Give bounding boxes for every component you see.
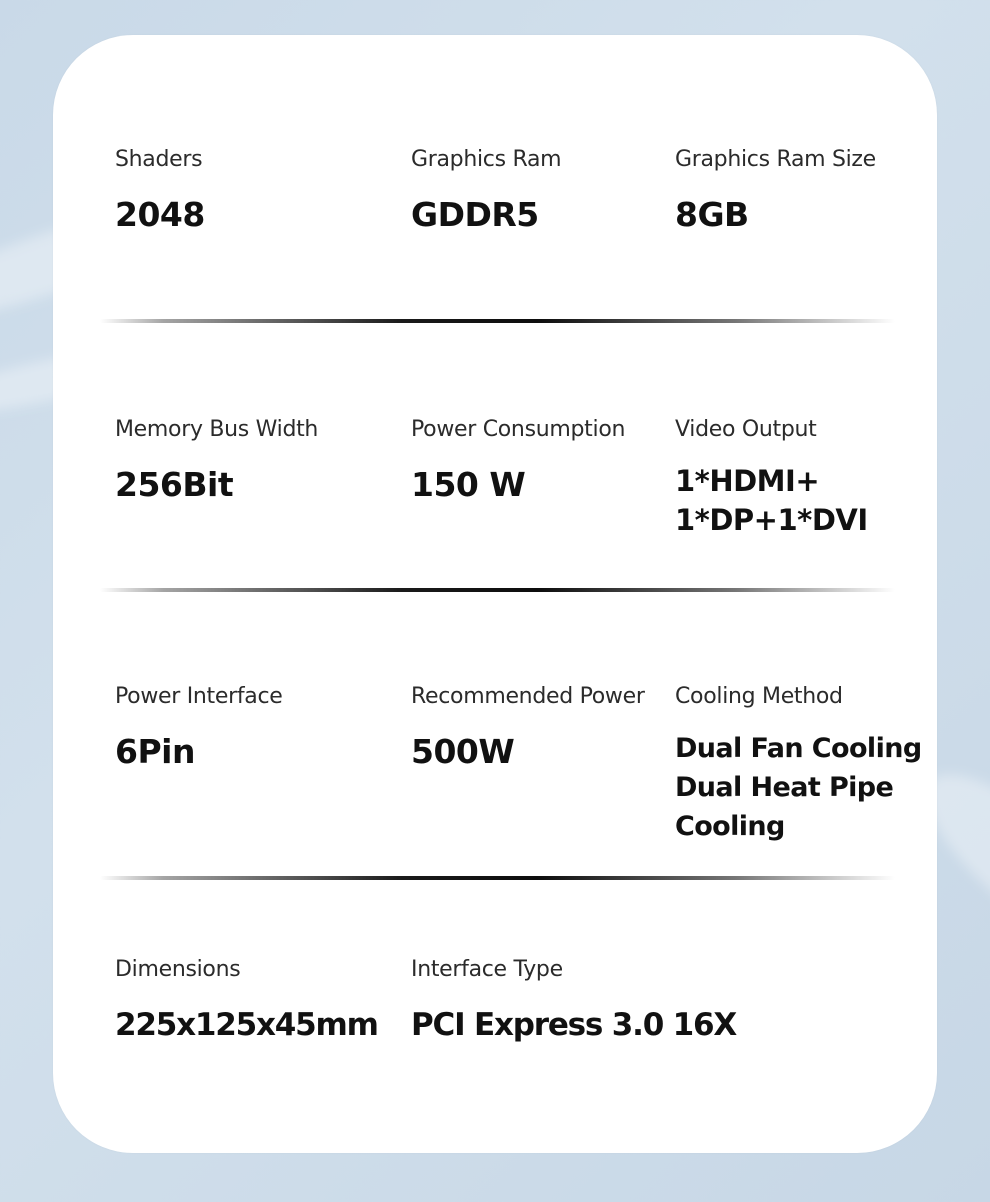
spec-value: PCI Express 3.0 16X (411, 1007, 737, 1043)
spec-label: Recommended Power (411, 684, 645, 709)
spec-label: Graphics Ram (411, 147, 562, 172)
spec-power-interface (115, 684, 283, 771)
spec-label: Graphics Ram Size (675, 147, 876, 172)
divider (100, 876, 895, 880)
spec-label: Video Output (675, 417, 817, 442)
spec-value: 150 W (411, 465, 526, 504)
spec-value: 6Pin (115, 732, 195, 771)
spec-graphics-ram (411, 147, 561, 234)
spec-value (675, 462, 868, 540)
spec-value (675, 729, 922, 846)
spec-value: 225x125x45mm (115, 1007, 378, 1043)
spec-power-consumption (411, 417, 625, 504)
spec-recommended-power (411, 684, 645, 771)
divider (100, 588, 895, 592)
spec-interface-type (411, 957, 736, 1044)
spec-value: 256Bit (115, 465, 234, 504)
spec-label: Shaders (115, 147, 203, 172)
spec-value-line: Dual Heat Pipe (675, 772, 894, 803)
spec-value: 8GB (675, 195, 749, 234)
spec-label: Memory Bus Width (115, 417, 319, 442)
spec-value: GDDR5 (411, 195, 539, 234)
spec-value-line: Dual Fan Cooling (675, 733, 922, 764)
spec-label: Cooling Method (675, 684, 843, 709)
spec-label: Power Interface (115, 684, 283, 709)
spec-video-output (675, 417, 868, 540)
spec-value-line: Cooling (675, 811, 785, 842)
spec-label: Power Consumption (411, 417, 626, 442)
spec-label: Dimensions (115, 957, 241, 982)
spec-dimensions (115, 957, 378, 1044)
spec-value: 2048 (115, 195, 205, 234)
spec-memory-bus-width (115, 417, 318, 504)
spec-value-line: 1*HDMI+ (675, 464, 820, 498)
divider (100, 319, 895, 323)
spec-label: Interface Type (411, 957, 563, 982)
spec-cooling-method (675, 684, 922, 846)
spec-graphics-ram-size (675, 147, 876, 234)
spec-value: 500W (411, 732, 515, 771)
spec-shaders (115, 147, 205, 234)
spec-value-line: 1*DP+1*DVI (675, 503, 868, 537)
